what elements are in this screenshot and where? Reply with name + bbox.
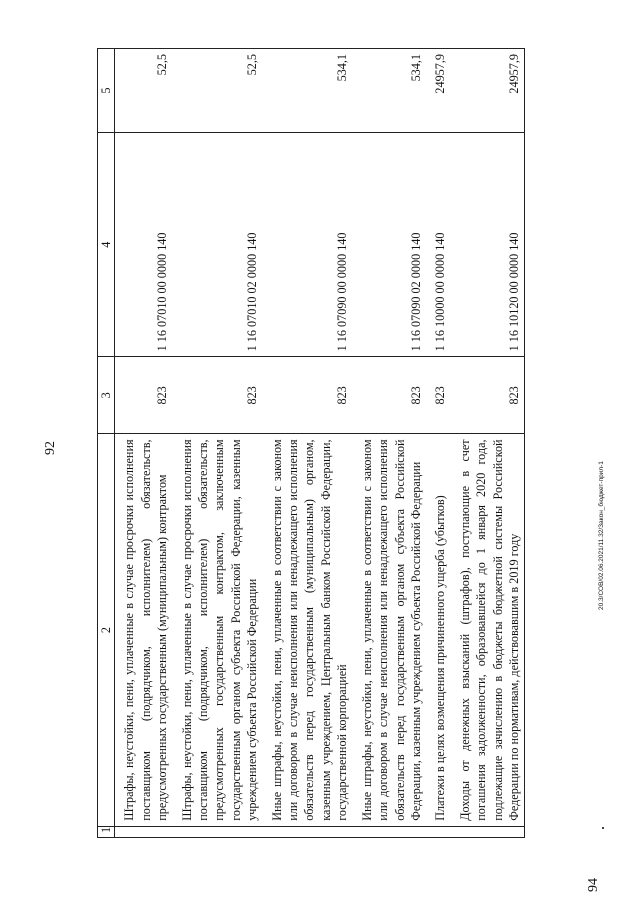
- table-row: [263, 49, 353, 838]
- row-description: Штрафы, неустойки, пени, уплаченные в случае просрочки исполнения поставщиком (подрядчиком, исполнителем) обязательств, предусмотренных государственным контрактом, заключенным государственным органом субъекта Российской Федерации, казенным учреждением субъекта Российской Федерации: [173, 434, 263, 826]
- row-index-cell: [115, 826, 173, 837]
- table-row: [115, 49, 173, 838]
- rotated-table-container: [97, 48, 640, 838]
- row-amount: 534,1: [353, 49, 427, 133]
- row-index-cell: [353, 826, 427, 837]
- row-amount: 24957,9: [426, 49, 450, 133]
- page-number-top: 92: [43, 441, 58, 455]
- row-budget-code: 1 16 10000 00 0000 140: [426, 133, 450, 357]
- budget-table: [97, 48, 525, 838]
- row-description: Иные штрафы, неустойки, пени, уплаченные в соответствии с законом или договором в случае неисполнения или ненадлежащего исполнения обязательств перед государственным органом субъекта Российской Федерации, казенным учреждением субъекта Российской Федерации: [353, 434, 427, 826]
- row-admin-code: 823: [353, 357, 427, 434]
- row-budget-code: 1 16 10120 00 0000 140: [451, 133, 525, 357]
- row-amount: 52,5: [115, 49, 173, 133]
- row-budget-code: 1 16 07090 00 0000 140: [263, 133, 353, 357]
- row-admin-code: 823: [173, 357, 263, 434]
- row-description: Платежи в целях возмещения причиненного ущерба (убытков): [426, 434, 450, 826]
- table-row: [451, 49, 525, 838]
- row-index-cell: [173, 826, 263, 837]
- header-cell-5: 5: [98, 49, 115, 133]
- row-admin-code: 823: [451, 357, 525, 434]
- table-row: [353, 49, 427, 838]
- row-amount: 24957,9: [451, 49, 525, 133]
- row-description: Штрафы, неустойки, пени, уплаченные в случае просрочки исполнения поставщиком (подрядчиком, исполнителем) обязательств, предусмотренных государственным (муниципальным) контрактом: [115, 434, 173, 826]
- header-cell-4: 4: [98, 133, 115, 357]
- row-budget-code: 1 16 07010 00 0000 140: [115, 133, 173, 357]
- row-budget-code: 1 16 07010 02 0000 140: [173, 133, 263, 357]
- table-body: [115, 49, 525, 838]
- header-cell-2: 2: [98, 434, 115, 826]
- table-header-row: [98, 49, 115, 838]
- row-amount: 52,5: [173, 49, 263, 133]
- header-cell-3: 3: [98, 357, 115, 434]
- table-row: [173, 49, 263, 838]
- row-index-cell: [426, 826, 450, 837]
- page-number-bottom: 94: [586, 878, 601, 892]
- row-budget-code: 1 16 07090 02 0000 140: [353, 133, 427, 357]
- margin-mark: [602, 827, 604, 829]
- footer-note: 20.3/СОВ/02.06.2021/11.32/Закон_бюджет-прил-1: [598, 461, 605, 610]
- row-admin-code: 823: [263, 357, 353, 434]
- row-index-cell: [451, 826, 525, 837]
- table-row: [426, 49, 450, 838]
- header-cell-1: 1: [98, 826, 115, 837]
- row-admin-code: 823: [115, 357, 173, 434]
- row-description: Доходы от денежных взысканий (штрафов), поступающие в счет погашения задолженности, образовавшейся до 1 января 2020 года, подлежащие зачислению в бюджеты бюджетной системы Российской Федерации по нормативам, действовавшим в 2019 году: [451, 434, 525, 826]
- row-admin-code: 823: [426, 357, 450, 434]
- row-index-cell: [263, 826, 353, 837]
- row-description: Иные штрафы, неустойки, пени, уплаченные в соответствии с законом или договором в случае неисполнения или ненадлежащего исполнения обязательств перед государственным (муниципальным) органом, казенным учреждением, Центральным банком Российской Федерации, государственной корпорацией: [263, 434, 353, 826]
- row-amount: 534,1: [263, 49, 353, 133]
